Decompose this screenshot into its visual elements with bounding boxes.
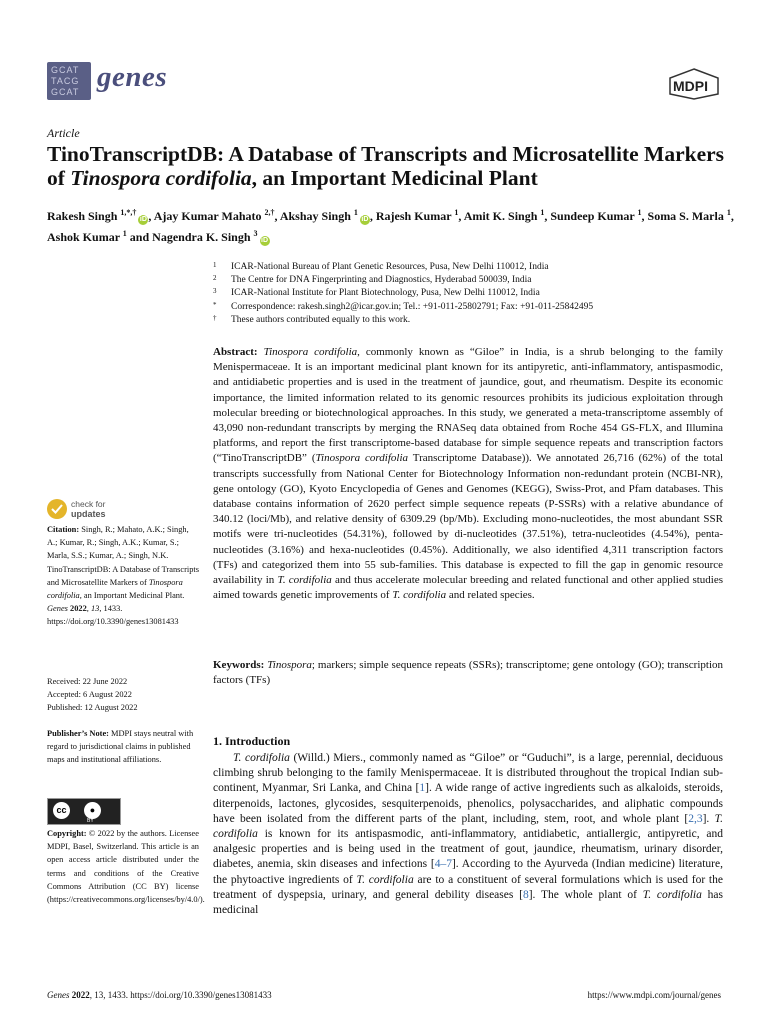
abstract-text-1: , commonly known as “Giloe” in India, is a shrub belonging to the family Menispermaceae. It is an important medicinal plant known for its antipyretic, anti-inflammatory, antispasmodic, and antidiabetic properties and is used in the treatment of jaundice, gout, and rheumatism. Despite its economic importance, the limited information related to its genomic resources prohibits its judicious exploitation through molecular breeding or biotechnological approaches. In this study, we generated a meta-transcriptome assembly of 43,090 non-redundant transcripts by merging the RNASeq data obtained from Roche 454 GS-FLX, and Illumina platforms, and report the first transcriptome-based database for simple sequence repeats and transcription factors (“TinoTranscriptDB” ( [213, 346, 724, 465]
dates-block [47, 675, 199, 715]
author-name: Soma S. Marla [647, 209, 727, 223]
intro-species-2: T. cordifolia [213, 812, 723, 841]
publisher-note-text: MDPI stays neutral with regard to jurisdictional claims in published maps and institutional affiliations. [47, 729, 194, 765]
abstract-text-3: and thus accelerate molecular breeding and related functional and other applied studies aimed towards genetic improvements of [213, 574, 724, 602]
footer-journal-url[interactable]: https://www.mdpi.com/journal/genes [587, 990, 721, 1000]
affiliation-item [213, 274, 733, 287]
publisher-note [47, 727, 199, 767]
author-separator: , [148, 209, 154, 223]
cc-icon: cc [53, 802, 70, 819]
section-heading-introduction: 1. Introduction [213, 734, 291, 748]
intro-text-7: ]. The whole plant of [528, 888, 643, 901]
author-affiliation-mark: 1 [353, 208, 358, 217]
citation-text-1: Singh, R.; Mahato, A.K.; Singh, A.; Kumar, R.; Singh, A.K.; Kumar, S.; Marla, S.S.; Kumar, A.; Singh, N.K. TinoTranscriptDB: A Database of Transcripts and Microsatellite Markers of [47, 525, 199, 587]
keywords-italic: Tinospora [267, 659, 312, 671]
author-affiliation-mark: 1 [637, 208, 642, 217]
journal-logo [47, 62, 91, 100]
author-name: Rajesh Kumar [375, 209, 455, 223]
intro-species-3: T. cordifolia [356, 873, 414, 886]
footer-journal: Genes [47, 990, 70, 1000]
author-name: Akshay Singh [279, 209, 354, 223]
introduction-paragraph [213, 751, 723, 918]
author-name: Amit K. Singh [463, 209, 541, 223]
intro-text-3: ]. [702, 812, 715, 825]
intro-text-5: ]. According to the Ayurveda (Indian medicine) literature, the phytoactive ingredients of [213, 858, 723, 886]
abstract-species-2: Tinospora cordifolia [315, 452, 409, 465]
logo-letters-1: GCAT [51, 65, 80, 75]
cc-license-badge[interactable] [47, 798, 121, 825]
footer-year: 2022 [69, 990, 90, 1000]
affiliation-list [213, 261, 733, 327]
author-list [47, 204, 737, 246]
affiliation-mark: * [213, 300, 217, 309]
accepted-date: Accepted: 6 August 2022 [47, 690, 132, 700]
intro-text-8: has medicinal [213, 888, 723, 917]
keywords-text: ; markers; simple sequence repeats (SSRs); transcriptome; gene ontology (GO); transcription factors (TFs) [213, 659, 724, 687]
citation-doi[interactable]: , 1433. https://doi.org/10.3390/genes13081433 [47, 604, 179, 627]
author-affiliation-mark: 1 [454, 208, 459, 217]
publisher-note-label: Publisher’s Note: [47, 729, 109, 738]
reference-link[interactable]: 8 [522, 888, 529, 901]
orcid-icon[interactable]: iD [361, 216, 369, 223]
citation-label: Citation: [47, 525, 80, 534]
copyright-text: © 2022 by the authors. Licensee MDPI, Basel, Switzerland. This article is an open access article distributed under the terms and conditions of the Creative Commons Attribution (CC BY) license (https://creativecommons.org/licenses/by/4.0/). [47, 829, 205, 905]
title-species: Tinospora cordifolia [70, 166, 252, 190]
author-separator: , [730, 209, 734, 223]
title-part-1: TinoTranscriptDB: A Database of Transcripts and Microsatellite Markers of [47, 142, 725, 190]
copyright-label: Copyright: [47, 829, 87, 838]
author-separator: , [369, 209, 376, 223]
journal-name: genes [97, 61, 168, 93]
abstract-species: Tinospora cordifolia [263, 346, 358, 358]
copyright-block [47, 827, 205, 906]
reference-link[interactable]: 2,3 [688, 812, 703, 825]
author-separator: , [641, 209, 648, 223]
abstract-text-4: and related species. [446, 589, 535, 602]
checkmark-icon [51, 504, 63, 514]
citation-volume: , 13 [86, 604, 100, 614]
logo-letters-2: TACG [51, 76, 80, 86]
author-name: Sundeep Kumar [550, 209, 638, 223]
check-updates-line1[interactable]: check for [71, 499, 106, 509]
citation-block [47, 523, 199, 629]
author-affiliation-mark: 1 [122, 229, 127, 238]
affiliation-mark: 1 [213, 261, 217, 269]
person-icon: ● [84, 802, 101, 819]
affiliation-text: The Centre for DNA Fingerprinting and Diagnostics, Hyderabad 500039, India [231, 275, 532, 286]
affiliation-text: ICAR-National Institute for Plant Biotechnology, Pusa, New Delhi 110012, India [231, 288, 540, 299]
page-title [47, 142, 737, 190]
abstract [213, 345, 723, 603]
affiliation-item [213, 301, 733, 314]
received-date: Received: 22 June 2022 [47, 677, 128, 686]
author-name: Nagendra K. Singh [152, 230, 254, 244]
citation-species: Tinospora cordifolia [47, 577, 183, 601]
title-part-3: , an Important Medicinal Plant [251, 166, 538, 190]
author-name: Rakesh Singh [47, 209, 121, 223]
intro-text-1: (Willd.) Miers., commonly named as “Giloe” or “Guduchi”, is a large, perennial, deciduous climbing shrub belonging to the family Menispermaceae. It is distributed throughout the tropical Indian sub-continent, Myanmar, Sri Lanka, and China [ [213, 752, 723, 795]
author-affiliation-mark: 1 [726, 208, 731, 217]
abstract-label: Abstract: [213, 346, 258, 358]
keywords [213, 658, 723, 688]
affiliation-mark: 3 [213, 287, 217, 296]
intro-species-1: T. cordifolia [233, 752, 290, 764]
author-separator: , [458, 209, 464, 223]
footer-citation [47, 990, 272, 1000]
intro-text-2: ]. A wide range of active ingredients such as alkaloids, steroids, diterpenoids, lactones, glycosides, sesquiterpenoids, phenolics, polysaccharides, and aliphatic compounds have been isolated from the different parts of the plant, including, stem, root, and whole plant [ [213, 782, 723, 825]
footer-doi[interactable]: , 13, 1433. https://doi.org/10.3390/genes13081433 [89, 990, 272, 1000]
author-affiliation-mark: 2,† [264, 208, 275, 217]
author-separator: , [544, 209, 551, 223]
article-type: Article [47, 126, 80, 140]
author-separator: and [126, 230, 153, 244]
check-updates-line2[interactable]: updates [71, 509, 106, 519]
citation-year: 2022 [67, 604, 87, 614]
abstract-text-2: Transcriptome Database)). We annotated 26,716 (62%) of the total transcripts successfully from National Center for Biotechnology Information non-redundant protein (NCBI-NR), gene ontology (GO), Kyoto Encyclopedia of Genes and Genomes (KEGG), Swiss-Prot, and Pfam databases. This database contains information of 2620 perfect simple sequence repeats (P-SSRs) with a relative abundance of 340.12 (loci/Mb), and relative density of 6309.29 (bp/Mb). Excluding mono-nucleotides, the most abundant SSR motifs were tri-nucleotides (54.31%), followed by di-nucleotides (37.51%), tetra-nucleotides (4.54%), penta-nucleotides (3.16%) and hexa-nucleotides (0.45%). Additionally, we also identified 4,311 transcription factors (TFs) and categorized them into 55 sub-families. This database is expected to fill the gap in genomic resource availability in [213, 452, 724, 587]
author-affiliation-mark: 1,*,† [120, 208, 137, 217]
cc-by-label: BY [87, 818, 94, 824]
affiliation-text: Correspondence: rakesh.singh2@icar.gov.in; Tel.: +91-011-25802791; Fax: +91-011-25842495 [231, 301, 594, 312]
reference-link[interactable]: 1 [419, 782, 426, 795]
published-date: Published: 12 August 2022 [47, 703, 138, 713]
affiliation-text: ICAR-National Bureau of Plant Genetic Resources, Pusa, New Delhi 110012, India [231, 262, 549, 272]
orcid-icon[interactable]: iD [139, 216, 147, 223]
affiliation-item [213, 261, 733, 274]
author-name: Ajay Kumar Mahato [153, 209, 265, 223]
intro-text-4: is known for its antispasmodic, anti-inflammatory, antidiabetic, antiallergic, antipyretic, and analgesic properties and is being used in the treatment of gout, jaundice, rheumatism, urinary disorder, diabetes, anemia, skin diseases and infections [ [213, 828, 723, 871]
author-affiliation-mark: 1 [540, 208, 545, 217]
author-affiliation-mark: 3 [253, 229, 258, 238]
citation-journal: Genes [47, 604, 68, 614]
affiliation-mark: 2 [213, 274, 217, 283]
affiliation-mark: † [213, 313, 217, 322]
author-name: Ashok Kumar [47, 230, 123, 244]
publisher-logo-text: MDPI [673, 78, 708, 94]
affiliation-item [213, 314, 733, 327]
reference-link[interactable]: 4–7 [434, 858, 452, 871]
affiliation-text: These authors contributed equally to this work. [231, 314, 411, 325]
keywords-label: Keywords: [213, 659, 265, 671]
intro-text-6: are to a constituent of several formulations which is used for the treatment of dyspepsia, urinary, and general debility diseases [ [213, 873, 723, 901]
abstract-species-4: T. cordifolia [392, 589, 447, 602]
intro-species-4: T. cordifolia [642, 888, 702, 901]
citation-text-2: , an Important Medicinal Plant. [79, 591, 185, 601]
logo-letters-3: GCAT [51, 87, 80, 97]
abstract-species-3: T. cordifolia [277, 574, 332, 587]
author-separator: , [274, 209, 280, 223]
orcid-icon[interactable]: iD [261, 237, 269, 244]
affiliation-item [213, 287, 733, 300]
